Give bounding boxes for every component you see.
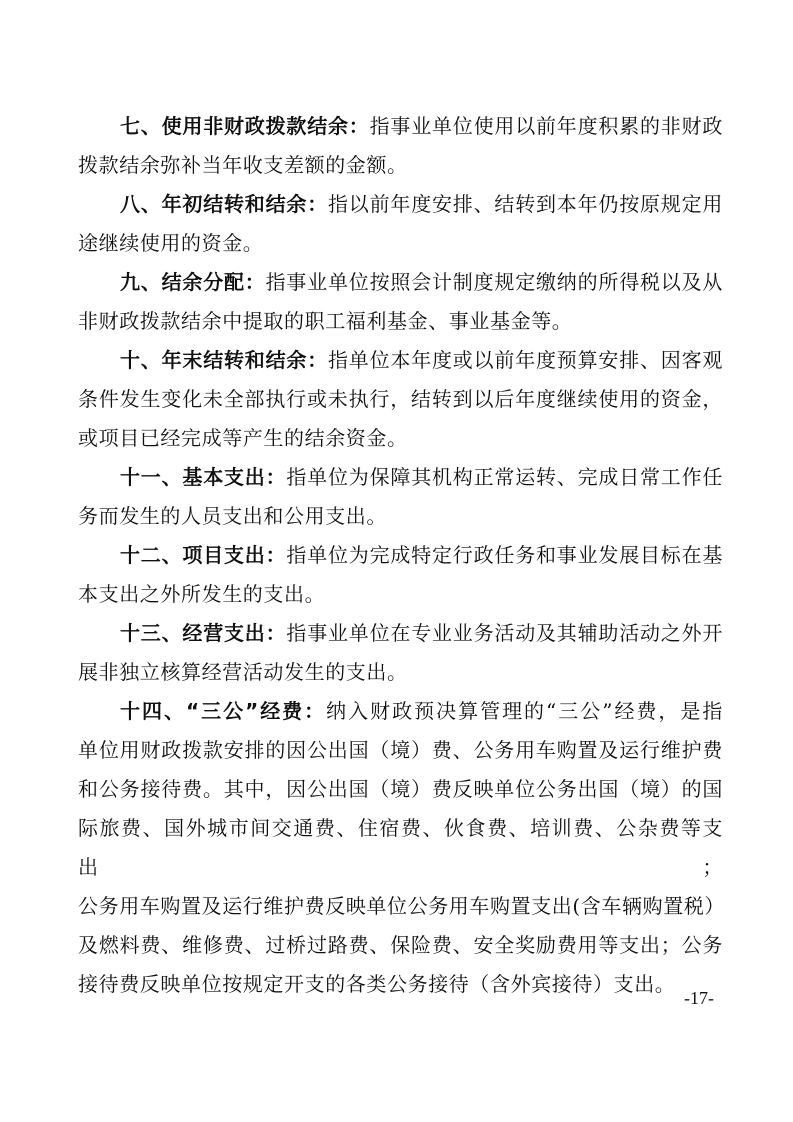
text-line	[78, 458, 723, 497]
text-line	[78, 770, 723, 809]
paragraph-text: 纳入财政预决算管理的“三公”经费，是指	[326, 699, 723, 723]
text-line	[78, 965, 723, 1004]
text-line	[78, 809, 723, 887]
text-line	[78, 419, 723, 458]
document-body	[78, 107, 726, 1004]
paragraph-heading: 九、结余分配：	[120, 270, 266, 294]
text-line	[78, 614, 723, 653]
text-line	[78, 302, 723, 341]
text-line	[78, 263, 723, 302]
paragraph-heading: 八、年初结转和结余：	[120, 192, 328, 216]
paragraph	[78, 341, 723, 458]
paragraph-text: 条件发生变化未全部执行或未执行，结转到以后年度继续使用的资金，	[78, 387, 723, 411]
paragraph-text: 本支出之外所发生的支出。	[78, 582, 326, 606]
paragraph-heading: 十、年末结转和结余：	[120, 348, 328, 372]
text-line	[78, 497, 723, 536]
paragraph-text: 接待费反映单位按规定开支的各类公务接待（含外宾接待）支出。	[78, 972, 676, 996]
paragraph-heading: 十四、“三公”经费：	[120, 699, 327, 723]
paragraph-heading: 十二、项目支出：	[120, 543, 287, 567]
paragraph-text: 单位用财政拨款安排的因公出国（境）费、公务用车购置及运行维护费	[78, 738, 723, 762]
paragraph	[78, 107, 723, 185]
paragraph-text: 指单位为保障其机构正常运转、完成日常工作任	[286, 465, 723, 489]
paragraph	[78, 263, 723, 341]
paragraph-text: 及燃料费、维修费、过桥过路费、保险费、安全奖励费用等支出；公务	[78, 933, 723, 957]
paragraph-text: 指以前年度安排、结转到本年仍按原规定用	[328, 192, 723, 216]
text-line	[78, 341, 723, 380]
paragraph-text: 指单位本年度或以前年度预算安排、因客观	[328, 348, 723, 372]
text-line	[78, 692, 723, 731]
text-line	[78, 653, 723, 692]
paragraph-text: 展非独立核算经营活动发生的支出。	[78, 660, 408, 684]
paragraph-heading: 十一、基本支出：	[120, 465, 287, 489]
page-number: -17-	[684, 988, 714, 1008]
paragraph-text: 途继续使用的资金。	[78, 231, 264, 255]
paragraph	[78, 692, 726, 1004]
text-line	[78, 146, 723, 185]
text-line	[78, 887, 726, 926]
paragraph	[78, 614, 723, 692]
paragraph-text: 非财政拨款结余中提取的职工福利基金、事业基金等。	[78, 309, 573, 333]
text-line	[78, 926, 723, 965]
paragraph-text: 指单位为完成特定行政任务和事业发展目标在基	[286, 543, 723, 567]
text-line	[78, 224, 723, 263]
text-line	[78, 107, 723, 146]
paragraph-text: 或项目已经完成等产生的结余资金。	[78, 426, 408, 450]
paragraph-text: 公务用车购置及运行维护费反映单位公务用车购置支出(含车辆购置税）	[78, 894, 726, 918]
paragraph-text: 拨款结余弥补当年收支差额的金额。	[78, 153, 408, 177]
paragraph-text: 务而发生的人员支出和公用支出。	[78, 504, 387, 528]
text-line	[78, 536, 723, 575]
paragraph-heading: 十三、经营支出：	[120, 621, 287, 645]
paragraph	[78, 185, 723, 263]
text-line	[78, 575, 723, 614]
paragraph-text: 指事业单位使用以前年度积累的非财政	[369, 114, 724, 138]
text-line	[78, 731, 723, 770]
text-line	[78, 185, 723, 224]
text-line	[78, 380, 723, 419]
paragraph	[78, 458, 723, 536]
paragraph-text: 指事业单位按照会计制度规定缴纳的所得税以及从	[265, 270, 724, 294]
paragraph-heading: 七、使用非财政拨款结余：	[120, 114, 370, 138]
paragraph-text: 指事业单位在专业业务活动及其辅助活动之外开	[286, 621, 723, 645]
paragraph	[78, 536, 723, 614]
paragraph-text: 际旅费、国外城市间交通费、住宿费、伙食费、培训费、公杂费等支出；	[78, 816, 723, 879]
paragraph-text: 和公务接待费。其中，因公出国（境）费反映单位公务出国（境）的国	[78, 777, 723, 801]
